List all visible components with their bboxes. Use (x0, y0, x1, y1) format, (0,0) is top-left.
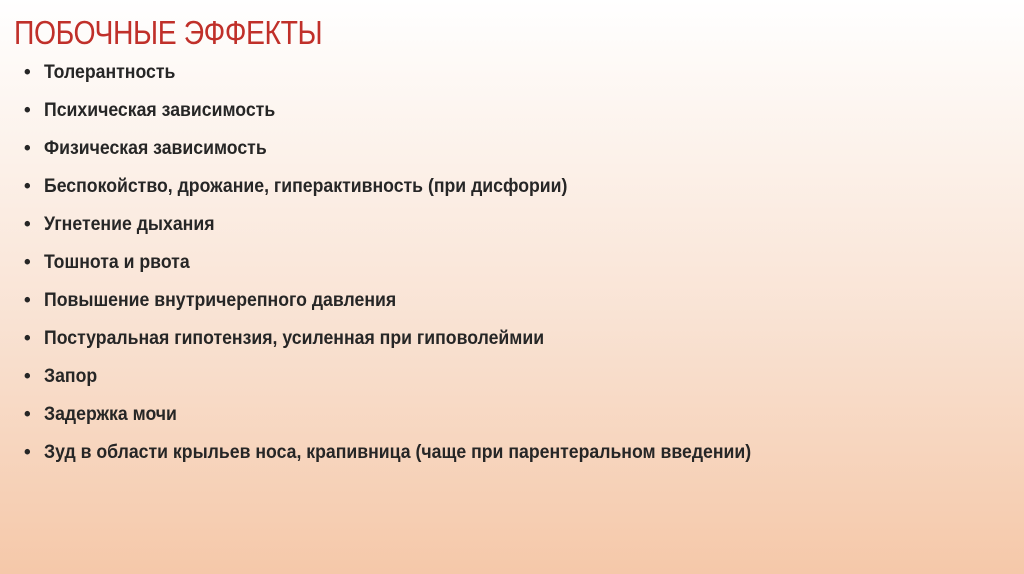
bullet-icon: • (24, 442, 31, 463)
list-item (24, 174, 984, 199)
bullet-icon: • (24, 404, 31, 425)
list-item (24, 326, 984, 351)
list-item (24, 212, 984, 237)
bullet-icon: • (24, 62, 31, 83)
list-item (24, 364, 984, 389)
list-item-text: Запор (44, 366, 98, 387)
list-item (24, 60, 984, 85)
list-item (24, 402, 984, 427)
list-item-text: Зуд в области крыльев носа, крапивница (чаще при парентеральном введении) (44, 442, 752, 463)
list-item-text: Постуральная гипотензия, усиленная при гиповолеймии (44, 328, 545, 349)
bullet-icon: • (24, 328, 31, 349)
list-item-text: Физическая зависимость (44, 138, 267, 159)
bullet-icon: • (24, 366, 31, 387)
bullet-icon: • (24, 214, 31, 235)
list-item-text: Повышение внутричерепного давления (44, 290, 397, 311)
list-item-text: Задержка мочи (44, 404, 177, 425)
list-item-text: Психическая зависимость (44, 100, 276, 121)
list-item-text: Беспокойство, дрожание, гиперактивность (при дисфории) (44, 176, 568, 197)
slide-title: ПОБОЧНЫЕ ЭФФЕКТЫ (14, 14, 323, 51)
bullet-icon: • (24, 138, 31, 159)
list-item-text: Толерантность (44, 62, 176, 83)
bullet-icon: • (24, 290, 31, 311)
list-item-text: Тошнота и рвота (44, 252, 190, 273)
list-item-text: Угнетение дыхания (44, 214, 215, 235)
list-item (24, 288, 984, 313)
list-item (24, 98, 984, 123)
list-item (24, 440, 844, 465)
bullet-icon: • (24, 252, 31, 273)
bullet-icon: • (24, 100, 31, 121)
side-effects-list (24, 60, 984, 478)
list-item (24, 136, 984, 161)
bullet-icon: • (24, 176, 31, 197)
list-item (24, 250, 984, 275)
